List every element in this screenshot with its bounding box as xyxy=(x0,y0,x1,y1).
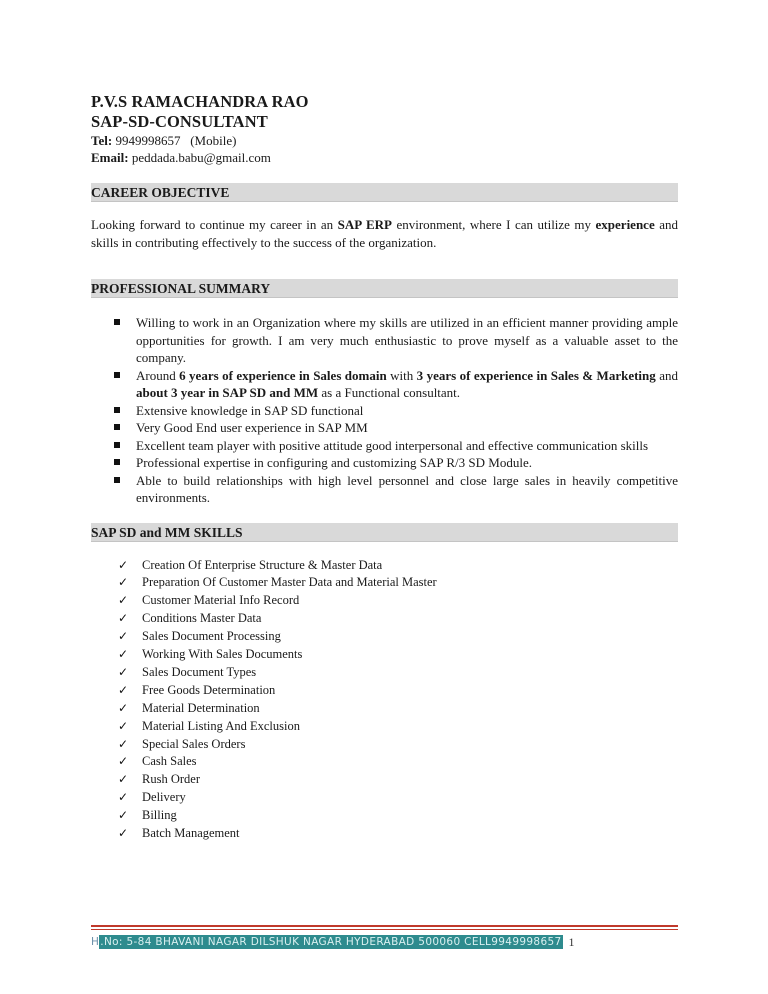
skill-item-text: Batch Management xyxy=(142,826,240,841)
checkmark-icon: ✓ xyxy=(118,736,129,751)
footer-rule xyxy=(91,925,678,927)
checkmark-icon: ✓ xyxy=(118,557,129,572)
summary-item xyxy=(91,367,678,402)
checkmark-icon: ✓ xyxy=(118,790,129,805)
skill-item xyxy=(91,574,678,592)
skill-item-text: Customer Material Info Record xyxy=(142,593,300,608)
skill-item-text: Rush Order xyxy=(142,772,200,787)
summary-item xyxy=(91,454,678,472)
square-bullet-icon xyxy=(114,319,120,325)
summary-bold: 6 years of experience in Sales domain xyxy=(179,367,387,383)
email-line xyxy=(91,149,678,166)
skill-item-text: Sales Document Processing xyxy=(142,629,281,644)
skill-item xyxy=(91,718,678,736)
skill-item xyxy=(91,700,678,718)
skill-item-text: Free Goods Determination xyxy=(142,682,276,697)
skill-item-text: Working With Sales Documents xyxy=(142,647,303,662)
skill-item xyxy=(91,825,678,843)
skill-item xyxy=(91,682,678,700)
skill-item xyxy=(91,736,678,754)
checkmark-icon: ✓ xyxy=(118,629,129,644)
objective-bold-1: SAP ERP xyxy=(337,217,392,232)
skill-item-text: Delivery xyxy=(142,790,186,805)
phone-line xyxy=(91,132,678,149)
summary-item-text: Extensive knowledge in SAP SD functional xyxy=(136,402,364,418)
checkmark-icon: ✓ xyxy=(118,754,129,769)
checkmark-icon: ✓ xyxy=(118,682,129,697)
summary-item xyxy=(91,437,678,455)
professional-summary-heading: PROFESSIONAL SUMMARY xyxy=(91,279,678,298)
skill-item xyxy=(91,646,678,664)
summary-list xyxy=(91,314,678,507)
career-objective-text xyxy=(91,216,678,252)
summary-item-text: Willing to work in an Organization where my skills are utilized in an efficient manner providing ample opportunities for growth. I am very much enthusiastic to prove myself as a valuable asset to the company. xyxy=(136,315,678,365)
candidate-name: P.V.S RAMACHANDRA RAO xyxy=(91,92,309,111)
skills-list xyxy=(91,557,678,844)
footer xyxy=(91,935,575,949)
skill-item-text: Material Determination xyxy=(142,700,260,715)
skills-heading: SAP SD and MM SKILLS xyxy=(91,523,678,542)
square-bullet-icon xyxy=(114,459,120,465)
skill-item xyxy=(91,557,678,575)
objective-text-1: Looking forward to continue my career in an xyxy=(91,217,338,232)
summary-item-text: Very Good End user experience in SAP MM xyxy=(136,420,368,435)
skill-item xyxy=(91,807,678,825)
skill-item xyxy=(91,628,678,646)
summary-item-text: Professional expertise in configuring and customizing SAP R/3 SD Module. xyxy=(136,455,532,470)
footer-h: H xyxy=(91,936,100,948)
tel-label: Tel: xyxy=(91,133,113,148)
page-number: 1 xyxy=(568,934,575,949)
resume-page xyxy=(91,92,678,843)
summary-bold: about 3 year in SAP SD and MM xyxy=(136,385,319,400)
footer-address: .No: 5-84 BHAVANI NAGAR DILSHUK NAGAR HYDERABAD 500060 CELL9949998657 xyxy=(100,936,562,948)
skill-item-text: Special Sales Orders xyxy=(142,736,246,751)
checkmark-icon: ✓ xyxy=(118,772,129,787)
checkmark-icon: ✓ xyxy=(118,593,129,608)
summary-item-text: Able to build relationships with high level personnel and close large sales in heavily competitive environments. xyxy=(136,472,678,505)
candidate-role: SAP-SD-CONSULTANT xyxy=(91,112,268,131)
skill-item-text: Sales Document Types xyxy=(142,664,257,679)
career-objective-heading: CAREER OBJECTIVE xyxy=(91,183,678,202)
skill-item xyxy=(91,771,678,789)
checkmark-icon: ✓ xyxy=(118,664,129,679)
checkmark-icon: ✓ xyxy=(118,647,129,662)
summary-text: with xyxy=(386,367,417,383)
square-bullet-icon xyxy=(114,424,120,430)
summary-text: as a Functional consultant. xyxy=(318,385,461,400)
square-bullet-icon xyxy=(114,372,120,378)
skill-item xyxy=(91,753,678,771)
footer-rule-thin xyxy=(91,929,678,930)
skill-item-text: Conditions Master Data xyxy=(142,611,262,626)
skill-item xyxy=(91,664,678,682)
summary-item xyxy=(91,472,678,507)
summary-bold: 3 years of experience in Sales & Marketing xyxy=(416,367,656,383)
skill-item-text: Material Listing And Exclusion xyxy=(142,718,300,733)
objective-bold-2: experience xyxy=(595,217,655,232)
email-value: peddada.babu@gmail.com xyxy=(128,150,271,165)
summary-item-text: Excellent team player with positive attitude good interpersonal and effective communication skills xyxy=(136,437,649,453)
email-label: Email: xyxy=(91,150,129,165)
skill-item-text: Preparation Of Customer Master Data and Material Master xyxy=(142,575,437,590)
checkmark-icon: ✓ xyxy=(118,575,129,590)
square-bullet-icon xyxy=(114,477,120,483)
checkmark-icon: ✓ xyxy=(118,718,129,733)
skill-item-text: Cash Sales xyxy=(142,754,197,769)
summary-item xyxy=(91,314,678,367)
checkmark-icon: ✓ xyxy=(118,808,129,823)
checkmark-icon: ✓ xyxy=(118,826,129,841)
objective-text-2: environment, where I can utilize my xyxy=(391,217,596,232)
summary-text: and xyxy=(655,367,678,383)
skill-item-text: Creation Of Enterprise Structure & Master Data xyxy=(142,557,383,572)
skill-item xyxy=(91,592,678,610)
square-bullet-icon xyxy=(114,442,120,448)
summary-item xyxy=(91,419,678,437)
square-bullet-icon xyxy=(114,407,120,413)
tel-value: 9949998657 (Mobile) xyxy=(112,133,237,148)
summary-item xyxy=(91,402,678,420)
checkmark-icon: ✓ xyxy=(118,611,129,626)
checkmark-icon: ✓ xyxy=(118,700,129,715)
skill-item xyxy=(91,789,678,807)
objective-text-3: and skills in contributing effectively to the success of the organization. xyxy=(91,217,678,250)
skill-item xyxy=(91,610,678,628)
summary-text: Around xyxy=(136,367,180,383)
skill-item-text: Billing xyxy=(142,808,177,823)
